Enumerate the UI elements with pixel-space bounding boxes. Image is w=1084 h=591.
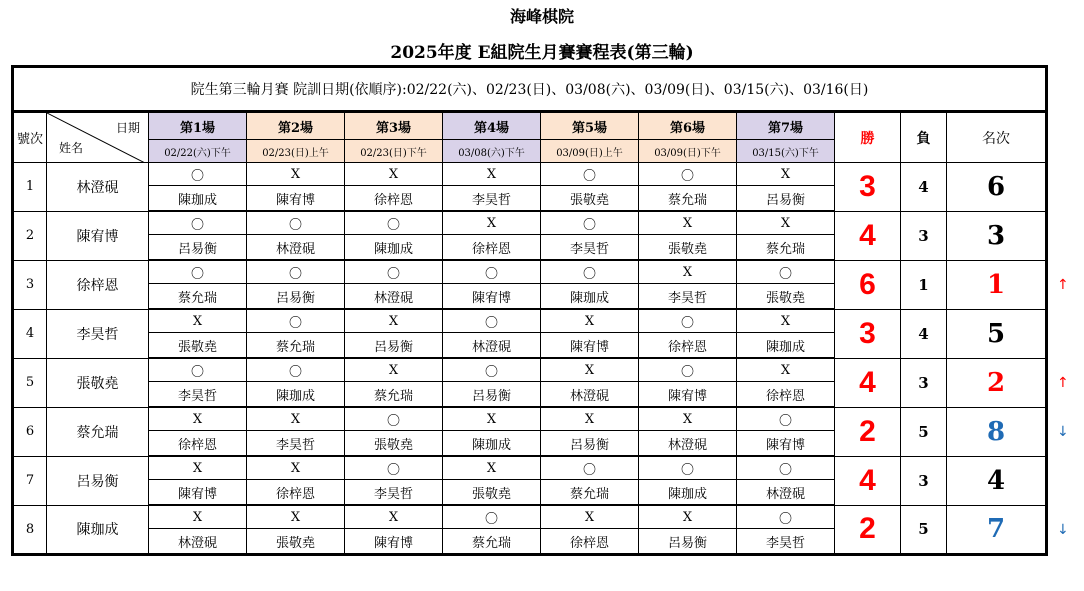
opponent-name: 李昊哲	[345, 480, 443, 506]
opponent-name: 蔡允瑞	[639, 186, 737, 212]
win-count: 4	[835, 211, 901, 260]
match-result: X	[149, 407, 247, 431]
round-7-date: 03/15(六)下午	[737, 140, 835, 163]
match-result: 〇	[443, 309, 541, 333]
opponent-name: 陳珈成	[247, 382, 345, 408]
opponent-name: 徐梓恩	[345, 186, 443, 212]
opponent-name: 林澄硯	[247, 235, 345, 261]
player-row	[13, 163, 1047, 186]
opponent-name: 蔡允瑞	[149, 284, 247, 310]
player-row	[13, 505, 1047, 529]
opponent-name: 徐梓恩	[737, 382, 835, 408]
player-name: 陳宥博	[47, 211, 149, 260]
player-name: 張敬堯	[47, 358, 149, 407]
academy-title: 海峰棋院	[509, 7, 574, 26]
round-5-date: 03/09(日)上午	[541, 140, 639, 163]
player-number: 8	[13, 505, 47, 555]
opponent-name: 陳宥博	[443, 284, 541, 310]
rank-down-arrow-icon: ↓	[1057, 522, 1069, 538]
round-5-label: 第5場	[541, 112, 639, 140]
opponent-name: 林澄硯	[345, 284, 443, 310]
round-3-date: 02/23(日)下午	[345, 140, 443, 163]
player-row	[13, 309, 1047, 333]
header-diagonal-cell	[47, 112, 149, 163]
opponent-name: 徐梓恩	[247, 480, 345, 506]
opponent-name: 陳宥博	[541, 333, 639, 359]
match-result: X	[737, 358, 835, 382]
match-result: 〇	[247, 211, 345, 235]
match-result: 〇	[737, 407, 835, 431]
opponent-name: 張敬堯	[737, 284, 835, 310]
player-name: 林澄硯	[47, 163, 149, 212]
opponent-name: 陳珈成	[737, 333, 835, 359]
win-count: 2	[835, 505, 901, 555]
match-result: X	[737, 309, 835, 333]
match-result: X	[443, 456, 541, 480]
match-result: X	[639, 505, 737, 529]
match-result: 〇	[639, 358, 737, 382]
opponent-name: 蔡允瑞	[247, 333, 345, 359]
match-result: 〇	[149, 211, 247, 235]
loss-count: 3	[901, 358, 947, 407]
player-rank: 3	[947, 211, 1047, 260]
round-2-label: 第2場	[247, 112, 345, 140]
player-rank: 5	[947, 309, 1047, 358]
opponent-name: 林澄硯	[149, 529, 247, 555]
opponent-name: 林澄硯	[443, 333, 541, 359]
opponent-name: 呂易衡	[737, 186, 835, 212]
opponent-name: 陳珈成	[639, 480, 737, 506]
player-number: 5	[13, 358, 47, 407]
rank-up-arrow-icon: ↑	[1057, 375, 1069, 391]
opponent-name: 陳宥博	[149, 480, 247, 506]
opponent-name: 張敬堯	[149, 333, 247, 359]
match-result: 〇	[541, 260, 639, 284]
match-result: X	[345, 358, 443, 382]
match-result: 〇	[149, 260, 247, 284]
player-name: 蔡允瑞	[47, 407, 149, 456]
opponent-name: 蔡允瑞	[737, 235, 835, 261]
player-name: 李昊哲	[47, 309, 149, 358]
opponent-name: 陳珈成	[345, 235, 443, 261]
match-result: 〇	[345, 456, 443, 480]
match-result: 〇	[541, 456, 639, 480]
match-result: X	[639, 211, 737, 235]
player-name: 呂易衡	[47, 456, 149, 505]
match-result: 〇	[639, 456, 737, 480]
opponent-name: 陳宥博	[345, 529, 443, 555]
opponent-name: 徐梓恩	[149, 431, 247, 457]
opponent-name: 張敬堯	[443, 480, 541, 506]
opponent-name: 蔡允瑞	[345, 382, 443, 408]
player-rank: 1	[947, 260, 1047, 309]
opponent-name: 陳宥博	[737, 431, 835, 457]
player-number: 1	[13, 163, 47, 212]
rank-down-arrow-icon: ↓	[1057, 424, 1069, 440]
match-result: X	[639, 260, 737, 284]
match-result: 〇	[247, 260, 345, 284]
opponent-name: 林澄硯	[737, 480, 835, 506]
win-count: 6	[835, 260, 901, 309]
opponent-name: 呂易衡	[443, 382, 541, 408]
opponent-name: 陳珈成	[541, 284, 639, 310]
opponent-name: 呂易衡	[149, 235, 247, 261]
player-rank: 4	[947, 456, 1047, 505]
round-6-date: 03/09(日)下午	[639, 140, 737, 163]
match-result: X	[247, 163, 345, 186]
match-result: 〇	[737, 260, 835, 284]
opponent-name: 張敬堯	[639, 235, 737, 261]
opponent-name: 徐梓恩	[639, 333, 737, 359]
opponent-name: 呂易衡	[541, 431, 639, 457]
header-loss: 負	[901, 112, 947, 163]
player-number: 6	[13, 407, 47, 456]
schedule-table	[11, 65, 1048, 556]
header-win: 勝	[835, 112, 901, 163]
opponent-name: 陳宥博	[247, 186, 345, 212]
round-3-label: 第3場	[345, 112, 443, 140]
loss-count: 3	[901, 456, 947, 505]
round-1-label: 第1場	[149, 112, 247, 140]
match-result: 〇	[541, 211, 639, 235]
match-result: 〇	[247, 309, 345, 333]
opponent-name: 李昊哲	[443, 186, 541, 212]
header-number: 號次	[13, 112, 47, 163]
win-count: 3	[835, 309, 901, 358]
player-rank: 6	[947, 163, 1047, 212]
opponent-name: 張敬堯	[345, 431, 443, 457]
opponent-name: 徐梓恩	[541, 529, 639, 555]
round-6-label: 第6場	[639, 112, 737, 140]
match-result: X	[541, 407, 639, 431]
round-2-date: 02/23(日)上午	[247, 140, 345, 163]
match-result: X	[345, 505, 443, 529]
win-count: 4	[835, 456, 901, 505]
round-1-date: 02/22(六)下午	[149, 140, 247, 163]
player-row	[13, 260, 1047, 284]
opponent-name: 陳宥博	[639, 382, 737, 408]
match-result: X	[149, 309, 247, 333]
match-result: X	[737, 211, 835, 235]
match-result: X	[247, 407, 345, 431]
loss-count: 3	[901, 211, 947, 260]
player-number: 4	[13, 309, 47, 358]
match-result: X	[443, 211, 541, 235]
match-result: 〇	[639, 309, 737, 333]
opponent-name: 林澄硯	[541, 382, 639, 408]
player-number: 7	[13, 456, 47, 505]
match-result: X	[737, 163, 835, 186]
loss-count: 5	[901, 505, 947, 555]
match-result: 〇	[345, 211, 443, 235]
opponent-name: 李昊哲	[149, 382, 247, 408]
schedule-title: 2025年度 E組院生月賽賽程表(第三輪)	[390, 43, 694, 63]
opponent-name: 蔡允瑞	[541, 480, 639, 506]
loss-count: 5	[901, 407, 947, 456]
opponent-name: 呂易衡	[639, 529, 737, 555]
player-number: 3	[13, 260, 47, 309]
opponent-name: 徐梓恩	[443, 235, 541, 261]
match-result: 〇	[345, 407, 443, 431]
match-result: X	[149, 505, 247, 529]
rank-up-arrow-icon: ↑	[1057, 277, 1069, 293]
match-result: 〇	[149, 358, 247, 382]
match-result: X	[639, 407, 737, 431]
match-result: X	[345, 309, 443, 333]
player-row	[13, 211, 1047, 235]
match-result: 〇	[541, 163, 639, 186]
player-row	[13, 358, 1047, 382]
match-result: 〇	[443, 260, 541, 284]
round-4-label: 第4場	[443, 112, 541, 140]
match-result: X	[149, 456, 247, 480]
match-result: 〇	[345, 260, 443, 284]
player-number: 2	[13, 211, 47, 260]
opponent-name: 呂易衡	[247, 284, 345, 310]
opponent-name: 李昊哲	[247, 431, 345, 457]
player-row	[13, 456, 1047, 480]
opponent-name: 李昊哲	[639, 284, 737, 310]
opponent-name: 張敬堯	[247, 529, 345, 555]
player-rank: 8	[947, 407, 1047, 456]
match-result: X	[443, 163, 541, 186]
opponent-name: 陳珈成	[443, 431, 541, 457]
match-result: 〇	[737, 505, 835, 529]
opponent-name: 林澄硯	[639, 431, 737, 457]
match-result: 〇	[443, 505, 541, 529]
match-result: 〇	[737, 456, 835, 480]
loss-count: 1	[901, 260, 947, 309]
training-dates-banner: 院生第三輪月賽 院訓日期(依順序):02/22(六)、02/23(日)、03/08(六)、03/09(日)、03/15(六)、03/16(日)	[13, 67, 1047, 112]
match-result: X	[247, 505, 345, 529]
opponent-name: 李昊哲	[541, 235, 639, 261]
opponent-name: 呂易衡	[345, 333, 443, 359]
win-count: 2	[835, 407, 901, 456]
player-row	[13, 407, 1047, 431]
loss-count: 4	[901, 163, 947, 212]
match-result: X	[247, 456, 345, 480]
opponent-name: 張敬堯	[541, 186, 639, 212]
header-date-label: 日期	[115, 121, 140, 135]
match-result: X	[541, 358, 639, 382]
match-result: X	[541, 309, 639, 333]
match-result: X	[443, 407, 541, 431]
player-rank: 2	[947, 358, 1047, 407]
match-result: 〇	[639, 163, 737, 186]
opponent-name: 李昊哲	[737, 529, 835, 555]
player-name: 徐梓恩	[47, 260, 149, 309]
match-result: 〇	[247, 358, 345, 382]
match-result: X	[345, 163, 443, 186]
opponent-name: 蔡允瑞	[443, 529, 541, 555]
header-rank: 名次	[947, 112, 1047, 163]
match-result: 〇	[149, 163, 247, 186]
win-count: 3	[835, 163, 901, 212]
match-result: 〇	[443, 358, 541, 382]
player-name: 陳珈成	[47, 505, 149, 555]
win-count: 4	[835, 358, 901, 407]
round-7-label: 第7場	[737, 112, 835, 140]
header-name-label: 姓名	[59, 141, 84, 155]
player-rank: 7	[947, 505, 1047, 555]
opponent-name: 陳珈成	[149, 186, 247, 212]
loss-count: 4	[901, 309, 947, 358]
round-4-date: 03/08(六)下午	[443, 140, 541, 163]
match-result: X	[541, 505, 639, 529]
